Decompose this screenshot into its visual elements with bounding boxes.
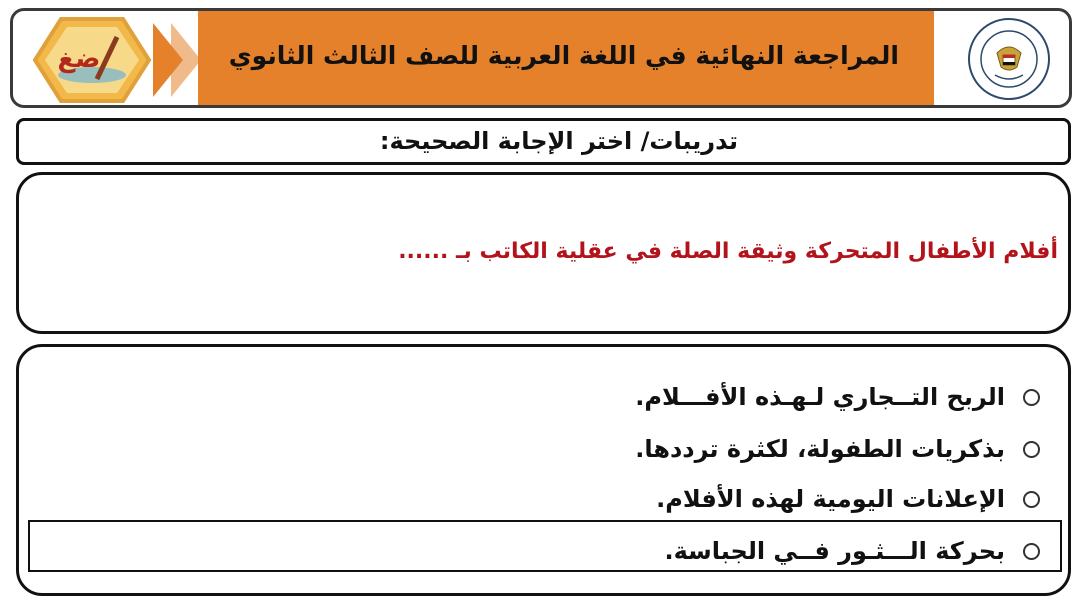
answer-option[interactable] [480,479,1040,519]
logo-text: ضغ [57,44,101,74]
ministry-seal-icon [967,17,1051,101]
correct-answer-highlight [28,520,1062,572]
course-logo-icon [21,15,211,105]
answer-option-text: بذكريات الطفولة، لكثرة ترددها. [635,435,1005,463]
header-banner [10,8,1072,108]
question-box [16,172,1071,334]
radio-bullet-icon[interactable] [1023,491,1040,508]
answer-option-text: الإعلانات اليومية لهذه الأفلام. [656,485,1005,513]
answer-option-text: الربح التــجاري لـهـذه الأفـــلام. [635,383,1005,411]
instruction-bar [16,118,1071,165]
radio-bullet-icon[interactable] [1023,389,1040,406]
answer-option-text: بحركة الـــثـور فــي الجباسة. [664,537,1005,565]
instruction-text: تدريبات/ اختر الإجابة الصحيحة: [379,127,738,155]
page-title: المراجعة النهائية في اللغة العربية للصف الثالث الثانوي [228,41,899,70]
answer-option[interactable] [480,377,1040,417]
answer-option[interactable] [480,429,1040,469]
radio-bullet-icon[interactable] [1023,441,1040,458]
question-text: أفلام الأطفال المتحركة وثيقة الصلة في عقلية الكاتب بـ ...... [398,239,1058,264]
